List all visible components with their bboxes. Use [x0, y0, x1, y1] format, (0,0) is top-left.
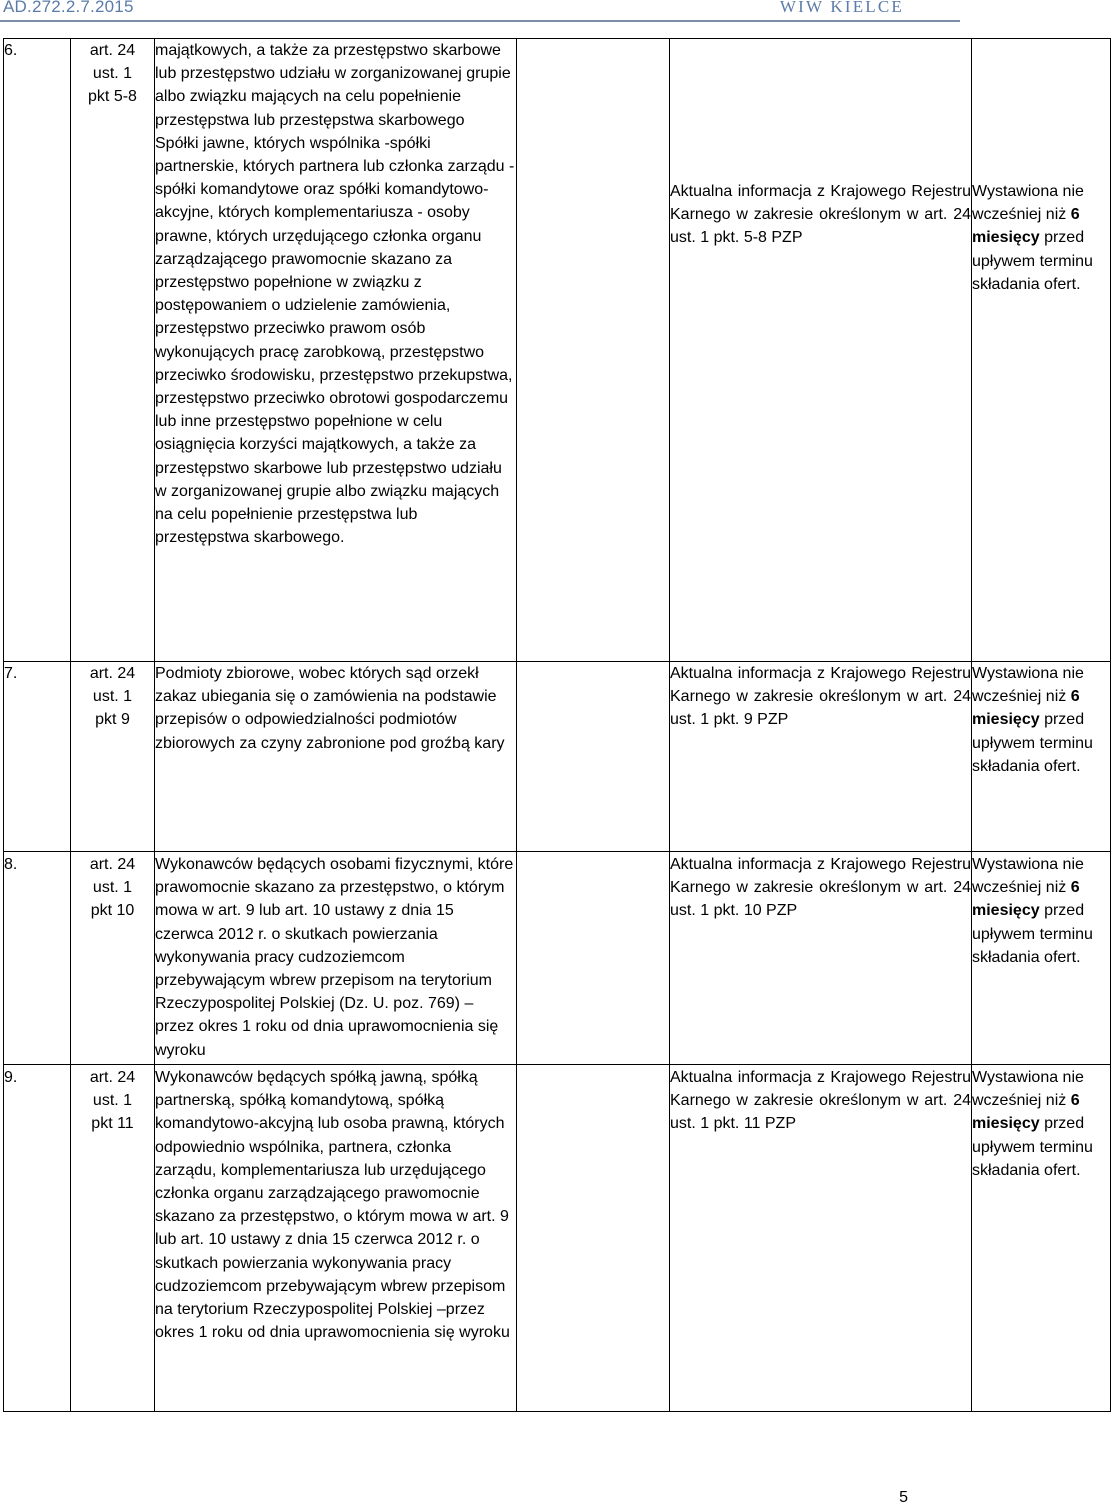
description-text: Wykonawców będących spółką jawną, spółką partnerską, spółką komandytową, spółką komandytowo-akcyjną lub osoba prawną, których odpowiednio wspólnika, partnera, członka zarządu, komplementariusza lub urzędującego członka organu zarządzającego prawomocnie skazano za przestępstwo, o którym mowa w art. 9 lub art. 10 ustawy z dnia 15 czerwca 2012 r. o skutkach powierzania wykonywania pracy cudzoziemcom przebywającym wbrew przepisom na terytorium Rzeczypospolitej Polskiej –przez okres 1 roku od dnia uprawomocnienia się wyroku	[155, 1069, 510, 1342]
header-divider	[0, 20, 960, 22]
validity-text-start: Wystawiona nie wcześniej niż	[972, 1069, 1084, 1110]
row-number: 6.	[4, 39, 71, 662]
validity-period: 6 miesięcy	[972, 1092, 1080, 1133]
validity-requirement	[972, 852, 1111, 1065]
validity-period: 6 miesięcy	[972, 688, 1080, 729]
document-text: Aktualna informacja z Krajowego Rejestru Karnego w zakresie określonym w art. 24 ust. 1 pkt. 5-8 PZP	[670, 183, 971, 247]
article-reference: art. 24 ust. 1 pkt 10	[71, 852, 155, 1065]
validity-period: 6 miesięcy	[972, 206, 1080, 247]
validity-text-start: Wystawiona nie wcześniej niż	[972, 665, 1084, 706]
validity-text-start: Wystawiona nie wcześniej niż	[972, 856, 1084, 897]
required-document	[670, 662, 972, 852]
validity-requirement	[972, 662, 1111, 852]
required-document	[670, 39, 972, 662]
condition-description	[155, 852, 517, 1065]
validity-text-end: przed upływem terminu składania ofert.	[972, 1115, 1093, 1179]
required-document	[670, 852, 972, 1065]
row-number: 9.	[4, 1065, 71, 1412]
empty-cell	[517, 39, 670, 662]
condition-description	[155, 1065, 517, 1412]
table-row	[4, 662, 1111, 852]
description-text: Wykonawców będących osobami fizycznymi, które prawomocnie skazano za przestępstwo, o którym mowa w art. 9 lub art. 10 ustawy z dnia 15 czerwca 2012 r. o skutkach powierzania wykonywania pracy cudzoziemcom przebywającym wbrew przepisom na terytorium Rzeczypospolitej Polskiej (Dz. U. poz. 769) – przez okres 1 roku od dnia uprawomocnienia się wyroku	[155, 856, 514, 1059]
validity-text-end: przed upływem terminu składania ofert.	[972, 711, 1093, 775]
document-text: Aktualna informacja z Krajowego Rejestru Karnego w zakresie określonym w art. 24 ust. 1 pkt. 9 PZP	[670, 665, 971, 729]
table-row	[4, 852, 1111, 1065]
validity-requirement	[972, 1065, 1111, 1412]
row-number: 7.	[4, 662, 71, 852]
document-text: Aktualna informacja z Krajowego Rejestru Karnego w zakresie określonym w art. 24 ust. 1 pkt. 10 PZP	[670, 856, 971, 920]
empty-cell	[517, 852, 670, 1065]
organization-name: WIW KIELCE	[779, 0, 904, 16]
description-text: Spółki jawne, których wspólnika -spółki partnerskie, których partnera lub członka zarządu -spółki komandytowe oraz spółki komandytowo-akcyjne, których komplementariusza - osoby prawne, których urzędującego członka organu zarządzającego prawomocnie skazano za przestępstwo popełnione w związku z postępowaniem o udzielenie zamówienia, przestępstwo przeciwko prawom osób wykonujących pracę zarobkową, przestępstwo przeciwko środowisku, przestępstwo przekupstwa, przestępstwo przeciwko obrotowi gospodarczemu lub inne przestępstwo popełnione w celu osiągnięcia korzyści majątkowych, a także za przestępstwo skarbowe lub przestępstwo udziału w zorganizowanej grupie albo związku mających na celu popełnienie przestępstwa lub przestępstwa skarbowego.	[155, 134, 515, 547]
requirements-table	[3, 38, 1111, 1412]
validity-text-end: przed upływem terminu składania ofert.	[972, 229, 1093, 293]
description-text: Podmioty zbiorowe, wobec których sąd orzekł zakaz ubiegania się o zamówienia na podstawie przepisów o odpowiedzialności podmiotów zbiorowych za czyny zabronione pod groźbą kary	[155, 665, 505, 752]
required-document	[670, 1065, 972, 1412]
validity-text	[972, 853, 1110, 969]
document-text: Aktualna informacja z Krajowego Rejestru Karnego w zakresie określonym w art. 24 ust. 1 pkt. 11 PZP	[670, 1069, 971, 1133]
empty-cell	[517, 1065, 670, 1412]
validity-text	[972, 662, 1110, 778]
validity-text	[972, 180, 1110, 296]
document-reference: AD.272.2.7.2015	[3, 0, 134, 16]
validity-text-start: Wystawiona nie wcześniej niż	[972, 183, 1084, 224]
article-reference: art. 24 ust. 1 pkt 5-8	[71, 39, 155, 662]
table-row	[4, 1065, 1111, 1412]
row-number: 8.	[4, 852, 71, 1065]
article-reference: art. 24 ust. 1 pkt 11	[71, 1065, 155, 1412]
table-row	[4, 39, 1111, 662]
condition-description	[155, 39, 517, 662]
empty-cell	[517, 662, 670, 852]
validity-period: 6 miesięcy	[972, 879, 1080, 920]
condition-description	[155, 662, 517, 852]
validity-text	[972, 1066, 1110, 1182]
page-number: 5	[899, 1489, 908, 1506]
validity-requirement	[972, 39, 1111, 662]
continued-text: majątkowych, a także za przestępstwo skarbowe lub przestępstwo udziału w zorganizowanej grupie albo związku mających na celu popełnienie przestępstwa lub przestępstwa skarbowego	[155, 42, 511, 129]
article-reference: art. 24 ust. 1 pkt 9	[71, 662, 155, 852]
validity-text-end: przed upływem terminu składania ofert.	[972, 902, 1093, 966]
